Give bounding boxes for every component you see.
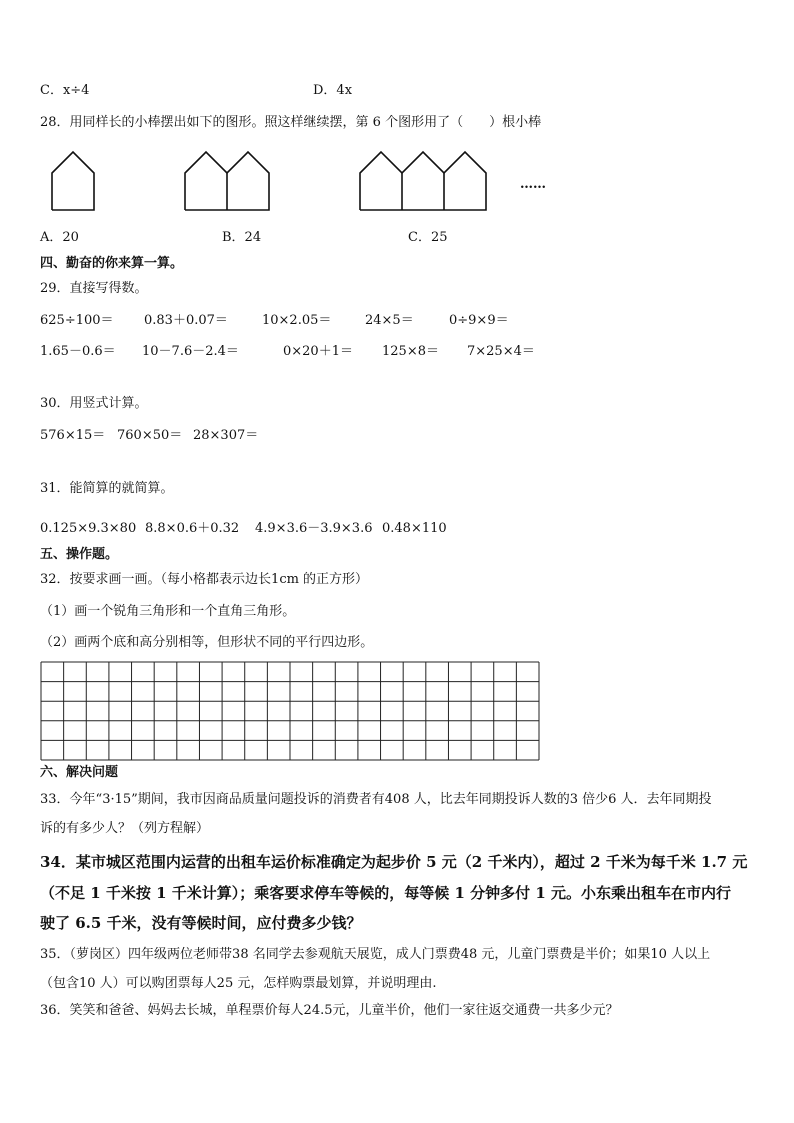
section-4-heading: 四、勤奋的你来算一算。 (40, 256, 184, 271)
q31-item: 0.125×9.3×80 (40, 521, 137, 536)
q34-line-3: 驶了 6.5 千米，没有等候时间，应付费多少钱？ (40, 914, 362, 932)
q29-item: 1.65－0.6＝ (40, 344, 116, 359)
section-5-heading: 五、操作题。 (40, 547, 119, 562)
q29-item: 625÷100＝ (40, 313, 114, 328)
q29-item: 10－7.6－2.4＝ (142, 344, 239, 359)
q34-line-1: 34．某市城区范围内运营的出租车运价标准确定为起步价 5 元（2 千米内），超过 2 千米为每千米 1.7 元 (40, 853, 748, 871)
q28-figure-2 (181, 148, 273, 212)
section-6-heading: 六、解决问题 (40, 765, 119, 780)
q29-item: 0÷9×9＝ (449, 313, 509, 328)
q32-part-2: （2）画两个底和高分别相等，但形状不同的平行四边形。 (40, 635, 374, 650)
q27-option-d: D．4x (313, 83, 353, 98)
q32-title: 32．按要求画一画。（每小格都表示边长1cm 的正方形） (40, 572, 369, 587)
q35-line-1: 35．（萝岗区）四年级两位老师带38 名同学去参观航天展览，成人门票费48 元，儿童门票费是半价；如果10 人以上 (40, 947, 711, 962)
q28-figure-1 (48, 148, 98, 212)
q33-line-1: 33．今年“3·15”期间，我市因商品质量问题投诉的消费者有408 人，比去年同期投诉人数的3 倍少6 人．去年同期投 (40, 792, 712, 807)
q30-title: 30．用竖式计算。 (40, 396, 148, 411)
q31-title: 31．能简算的就简算。 (40, 481, 174, 496)
q33-line-2: 诉的有多少人？（列方程解） (40, 821, 210, 836)
q27-option-c: C．x÷4 (40, 83, 90, 98)
q29-item: 0.83＋0.07＝ (144, 313, 228, 328)
q30-item: 28×307＝ (193, 428, 259, 443)
q29-item: 10×2.05＝ (262, 313, 332, 328)
q35-line-2: （包含10 人）可以购团票每人25 元，怎样购票最划算，并说明理由. (40, 976, 437, 991)
q29-title: 29．直接写得数。 (40, 281, 148, 296)
q29-item: 24×5＝ (365, 313, 414, 328)
q29-item: 0×20＋1＝ (283, 344, 353, 359)
q28-option-b: B．24 (222, 230, 262, 245)
q34-line-2: （不足 1 千米按 1 千米计算）；乘客要求停车等候的，每等候 1 分钟多付 1 元。小东乘出租车在市内行 (40, 884, 732, 902)
q28-ellipsis: …… (520, 177, 546, 192)
q29-item: 7×25×4＝ (467, 344, 535, 359)
q31-item: 8.8×0.6＋0.32 (145, 521, 240, 536)
q31-item: 4.9×3.6－3.9×3.6 (255, 521, 373, 536)
q32-part-1: （1）画一个锐角三角形和一个直角三角形。 (40, 604, 296, 619)
q28-figure-3 (356, 148, 490, 212)
q28-option-c: C．25 (408, 230, 448, 245)
q28-stem: 28．用同样长的小棒摆出如下的图形。照这样继续摆，第 6 个图形用了（ ）根小棒 (40, 115, 542, 130)
q29-item: 125×8＝ (382, 344, 439, 359)
q30-item: 576×15＝ (40, 428, 106, 443)
q28-option-a: A．20 (40, 230, 79, 245)
q36-text: 36．笑笑和爸爸、妈妈去长城，单程票价每人24.5元，儿童半价，他们一家往返交通费一共多少元？ (40, 1003, 619, 1018)
q31-item: 0.48×110 (382, 521, 447, 536)
q30-item: 760×50＝ (117, 428, 183, 443)
drawing-grid[interactable] (40, 661, 540, 761)
